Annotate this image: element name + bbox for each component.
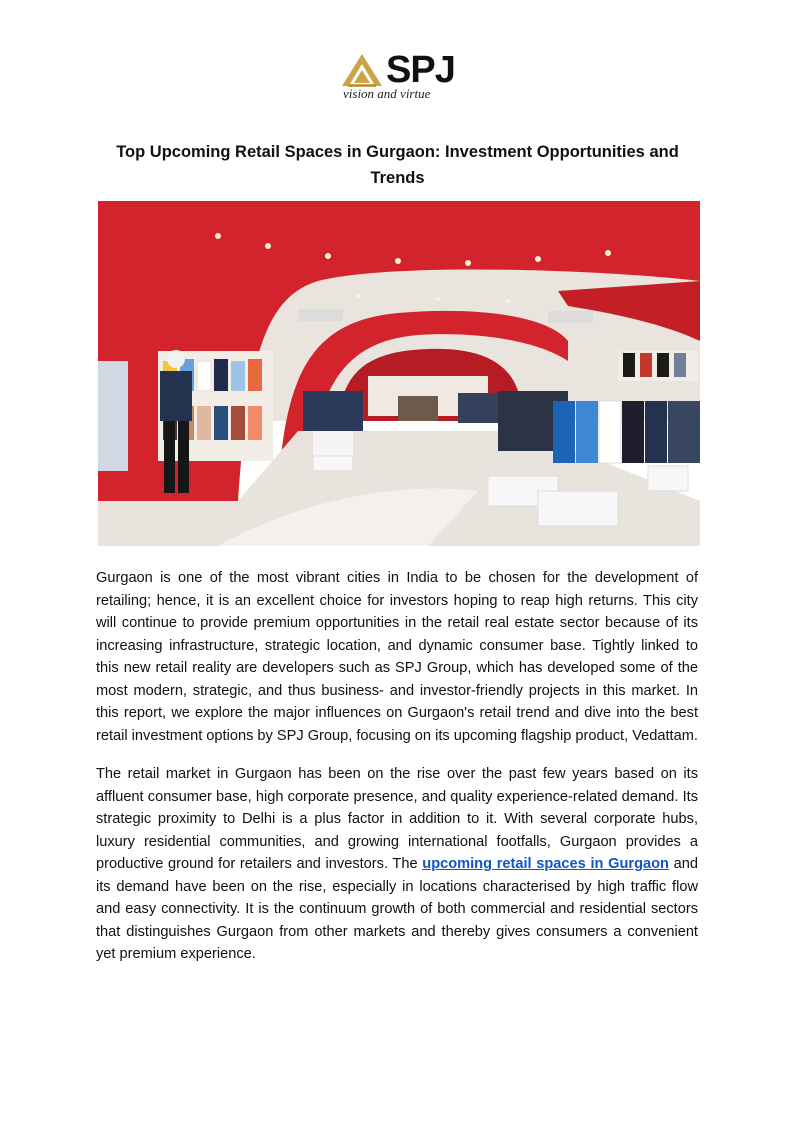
upcoming-retail-spaces-link[interactable]: upcoming retail spaces in Gurgaon — [422, 856, 669, 872]
logo-tagline: vision and virtue — [343, 86, 431, 101]
spj-logo — [340, 49, 460, 104]
document-title: Top Upcoming Retail Spaces in Gurgaon: Investment Opportunities and Trends — [116, 143, 679, 187]
market-paragraph — [96, 763, 698, 966]
retail-store-interior-photo-icon — [98, 201, 700, 546]
market-paragraph-text-after: and its demand have been on the rise, especially in locations characterised by high traffic flow and easy connectivity. It is the continuum growth of both commercial and residential sectors that distinguishes Gurgaon from other markets and thereby gives consumers a convenient yet premium experience. — [96, 856, 699, 962]
intro-paragraph: Gurgaon is one of the most vibrant cities in India to be chosen for the development of retailing; hence, it is an excellent choice for investors hoping to reap high returns. This city will continue to provide premium opportunities in the retail real estate sector because of its increasing infrastructure, strategic location, and dynamic consumer base. Tightly linked to this new retail reality are developers such as SPJ Group, which has developed some of the most modern, strategic, and thus business- and investor-friendly projects in this market. In this report, we explore the major influences on Gurgaon's retail trend and dive into the best retail investment options by SPJ Group, focusing on its upcoming flagship product, Vedattam. — [96, 570, 698, 744]
triangle-logo-icon — [340, 52, 384, 88]
market-paragraph-text-before: The retail market in Gurgaon has been on the rise over the past few years based on its affluent consumer base, high corporate presence, and quality experience-related demand. Its strategic proximity to Delhi is a plus factor in addition to it. With several corporate hubs, luxury residential communities, and growing international footfalls, Gurgaon provides a productive ground for retailers and investors. The — [96, 766, 698, 872]
logo-brand: SPJ — [386, 49, 455, 91]
retail-store-photo — [98, 201, 700, 546]
